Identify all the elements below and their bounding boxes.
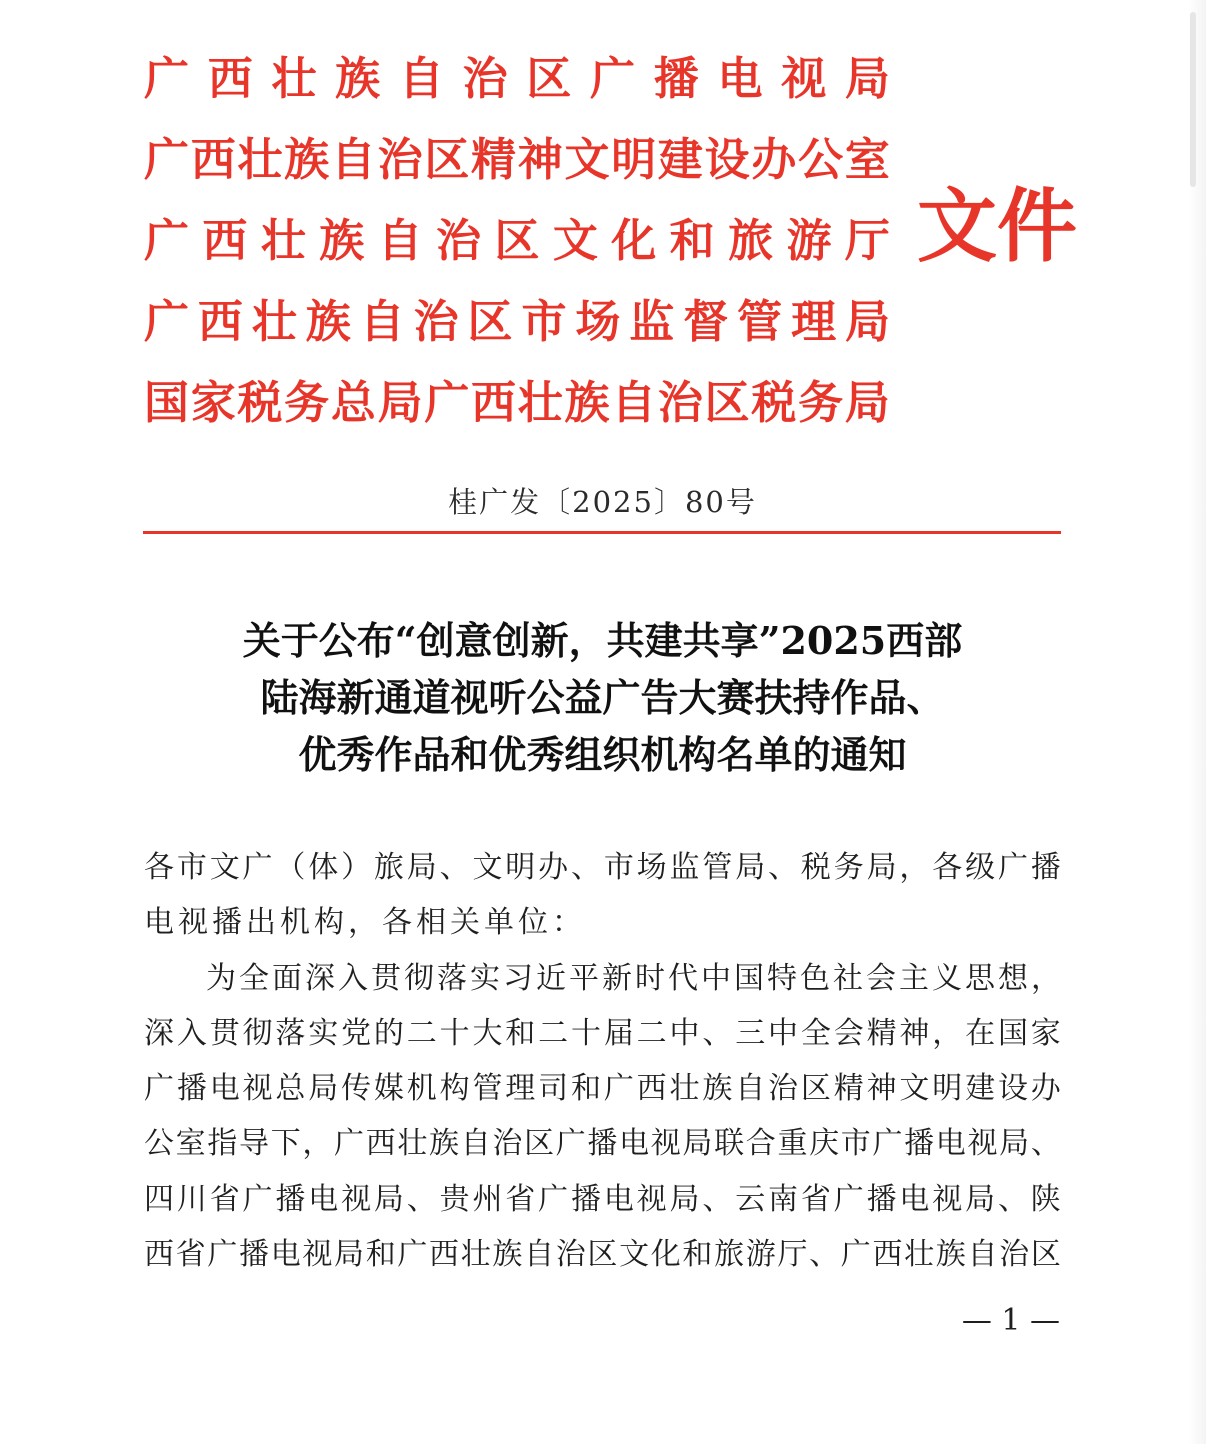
glyph: 广	[144, 295, 190, 348]
glyph: 局	[669, 1181, 700, 1217]
glyph: 税	[800, 850, 831, 885]
glyph: 自	[398, 52, 444, 105]
body-text	[144, 840, 1061, 1282]
body-line	[144, 840, 1061, 895]
glyph: 室	[844, 133, 890, 186]
glyph: 局	[866, 850, 897, 885]
glyph: 导	[239, 1126, 270, 1162]
glyph: 广	[242, 850, 273, 885]
glyph: 面	[272, 960, 302, 996]
glyph: 明	[932, 1071, 963, 1107]
glyph: 西	[471, 376, 517, 429]
glyph: 区	[526, 52, 572, 105]
glyph: 旅	[373, 850, 404, 885]
glyph: 习	[503, 960, 533, 996]
glyph: 贵	[439, 1181, 470, 1217]
glyph: 族	[492, 1237, 523, 1273]
issuer-line	[144, 200, 890, 281]
glyph: 省	[209, 1181, 240, 1217]
glyph: 壮	[271, 52, 317, 105]
glyph: 级	[965, 850, 996, 885]
glyph: 视	[302, 1237, 333, 1273]
body-line	[144, 1006, 1061, 1061]
glyph: 电	[308, 1181, 339, 1217]
glyph: 局	[965, 1181, 996, 1217]
glyph: 理	[505, 1071, 536, 1107]
glyph: 务	[798, 376, 844, 429]
glyph: 实	[470, 960, 500, 996]
glyph: 治	[768, 1071, 799, 1107]
glyph: 播	[904, 1126, 935, 1162]
glyph: 、	[809, 1237, 840, 1273]
glyph: 平	[569, 960, 599, 996]
glyph: 广	[840, 1237, 871, 1273]
glyph: 和	[570, 1071, 601, 1107]
glyph: 二	[538, 1015, 569, 1051]
glyph: 公	[798, 133, 844, 186]
glyph: 理	[791, 295, 837, 348]
glyph: 厅	[844, 214, 890, 267]
glyph: 局	[308, 1071, 339, 1107]
glyph: 入	[338, 960, 368, 996]
glyph: 深	[305, 960, 335, 996]
glyph: 广	[144, 133, 190, 186]
glyph: 精	[866, 1015, 897, 1051]
glyph: 治	[555, 1237, 586, 1273]
issuer-line	[144, 362, 890, 443]
glyph: 文	[564, 133, 610, 186]
glyph: 二	[636, 1015, 667, 1051]
glyph: 电	[209, 1071, 240, 1107]
glyph: 自	[330, 133, 376, 186]
glyph: 化	[611, 214, 657, 267]
glyph: 文	[552, 214, 598, 267]
glyph: 省	[505, 1181, 536, 1217]
body-line	[144, 1227, 1061, 1282]
glyph: 在	[965, 1015, 996, 1051]
glyph: 务	[833, 850, 864, 885]
glyph: 播	[239, 1237, 270, 1273]
glyph: 神	[517, 133, 563, 186]
glyph: 明	[505, 850, 536, 885]
glyph: 、	[997, 1181, 1028, 1217]
glyph: 家	[1030, 1015, 1061, 1051]
glyph: 明	[611, 133, 657, 186]
glyph: 族	[335, 52, 381, 105]
glyph: 十	[439, 1015, 470, 1051]
glyph: 电	[899, 1181, 930, 1217]
glyph: 治	[377, 133, 423, 186]
glyph: 和	[682, 1237, 713, 1273]
glyph: 精	[471, 133, 517, 186]
glyph: 西	[144, 1237, 174, 1273]
glyph: 公	[144, 1126, 174, 1162]
glyph: 、	[702, 1015, 733, 1051]
glyph: 治	[657, 376, 703, 429]
glyph: 总	[275, 1071, 306, 1107]
glyph: 广	[555, 1126, 586, 1162]
glyph: 播	[866, 1181, 897, 1217]
glyph: 想	[998, 960, 1028, 996]
glyph: 区	[524, 1126, 555, 1162]
glyph: 文	[899, 1071, 930, 1107]
glyph: 会	[833, 1015, 864, 1051]
glyph: 广	[334, 1126, 365, 1162]
glyph: 自	[611, 376, 657, 429]
glyph: 区	[704, 376, 750, 429]
issuer-line	[144, 38, 890, 119]
glyph: 下	[270, 1126, 301, 1162]
glyph: 州	[472, 1181, 503, 1217]
glyph: 和	[365, 1237, 396, 1273]
glyph: 三	[735, 1015, 766, 1051]
glyph: 广	[144, 214, 190, 267]
glyph: 播	[1030, 850, 1061, 885]
glyph: 监	[629, 295, 675, 348]
glyph: 化	[650, 1237, 681, 1273]
glyph: 特	[767, 960, 797, 996]
body-line	[144, 951, 1061, 1006]
glyph: 族	[702, 1071, 733, 1107]
glyph: 管	[737, 295, 783, 348]
glyph: （	[275, 850, 306, 885]
glyph: 广	[538, 1181, 569, 1217]
glyph: 治	[999, 1237, 1030, 1273]
glyph: 壮	[397, 1126, 428, 1162]
glyph: 电	[935, 1126, 966, 1162]
glyph: 局	[844, 52, 890, 105]
glyph: 四	[144, 1181, 174, 1217]
glyph: 中	[701, 960, 731, 996]
glyph: 机	[406, 1071, 437, 1107]
issuer-list	[144, 38, 890, 443]
glyph: 治	[436, 214, 482, 267]
glyph: 督	[683, 295, 729, 348]
glyph: 游	[786, 214, 832, 267]
glyph: 西	[190, 133, 236, 186]
glyph: 主	[899, 960, 929, 996]
glyph: 自	[460, 1126, 491, 1162]
glyph: 广	[997, 850, 1028, 885]
glyph: 族	[935, 1237, 966, 1273]
glyph: 广	[590, 52, 636, 105]
glyph: 的	[373, 1015, 404, 1051]
glyph: 播	[653, 52, 699, 105]
glyph: 实	[308, 1015, 339, 1051]
glyph: 电	[603, 1181, 634, 1217]
glyph: 西	[197, 295, 243, 348]
glyph: 媒	[373, 1071, 404, 1107]
glyph: 监	[669, 850, 700, 885]
document-type-label: 文件	[917, 179, 1077, 273]
glyph: 区	[424, 133, 470, 186]
glyph: 自	[377, 214, 423, 267]
glyph: 各	[932, 850, 963, 885]
glyph: 办	[538, 850, 569, 885]
glyph: 视	[781, 52, 827, 105]
glyph: 十	[570, 1015, 601, 1051]
glyph: 、	[406, 1181, 437, 1217]
glyph: 办	[1030, 1071, 1061, 1107]
glyph: 为	[206, 960, 236, 996]
glyph: 局	[334, 1237, 365, 1273]
glyph: 播	[275, 1181, 306, 1217]
glyph: 彻	[242, 1015, 273, 1051]
glyph: 治	[413, 295, 459, 348]
glyph: ，	[932, 1015, 963, 1051]
glyph: 壮	[460, 1237, 491, 1273]
glyph: 社	[833, 960, 863, 996]
glyph: 族	[564, 376, 610, 429]
glyph: 播	[176, 1071, 207, 1107]
glyph: 市	[521, 295, 567, 348]
glyph: 市	[603, 850, 634, 885]
glyph: 电	[619, 1126, 650, 1162]
glyph: 文	[209, 850, 240, 885]
glyph: 国	[734, 960, 764, 996]
glyph: 广	[144, 52, 190, 105]
glyph: 族	[429, 1126, 460, 1162]
glyph: ，	[1031, 960, 1061, 996]
glyph: 广	[833, 1181, 864, 1217]
glyph: 局	[844, 376, 890, 429]
body-line	[144, 1172, 1061, 1227]
glyph: 电	[270, 1237, 301, 1273]
glyph: 重	[777, 1126, 808, 1162]
glyph: 合	[745, 1126, 776, 1162]
glyph: 视	[650, 1126, 681, 1162]
glyph: 管	[702, 850, 733, 885]
glyph: 局	[735, 850, 766, 885]
glyph: 深	[144, 1015, 174, 1051]
glyph: 自	[524, 1237, 555, 1273]
glyph: 局	[682, 1126, 713, 1162]
glyph: 电	[717, 52, 763, 105]
glyph: 总	[330, 376, 376, 429]
glyph: 视	[242, 1071, 273, 1107]
title-line: 关于公布“创意创新，共建共享”2025西部	[242, 618, 963, 663]
document-header	[144, 38, 1077, 438]
glyph: 建	[657, 133, 703, 186]
glyph: 西	[365, 1126, 396, 1162]
glyph: 场	[575, 295, 621, 348]
glyph: 代	[668, 960, 698, 996]
glyph: 西	[429, 1237, 460, 1273]
body-line	[144, 1116, 1061, 1171]
glyph: 壮	[237, 133, 283, 186]
glyph: 市	[176, 850, 207, 885]
glyph: 西	[207, 52, 253, 105]
glyph: 指	[207, 1126, 238, 1162]
glyph: 广	[872, 1126, 903, 1162]
glyph: 、	[768, 850, 799, 885]
glyph: 广	[424, 376, 470, 429]
glyph: 近	[536, 960, 566, 996]
glyph: 入	[176, 1015, 207, 1051]
glyph: 传	[341, 1071, 372, 1107]
glyph: 族	[284, 133, 330, 186]
glyph: 新	[602, 960, 632, 996]
glyph: 建	[965, 1071, 996, 1107]
glyph: 自	[735, 1071, 766, 1107]
glyph: 西	[872, 1237, 903, 1273]
glyph: 治	[462, 52, 508, 105]
glyph: ，	[899, 850, 930, 885]
glyph: 税	[237, 376, 283, 429]
glyph: 中	[669, 1015, 700, 1051]
glyph: 族	[319, 214, 365, 267]
glyph: 时	[635, 960, 665, 996]
glyph: ）	[341, 850, 372, 885]
glyph: 、	[702, 1181, 733, 1217]
glyph: 设	[997, 1071, 1028, 1107]
glyph: 彻	[404, 960, 434, 996]
glyph: 文	[472, 850, 503, 885]
glyph: 党	[341, 1015, 372, 1051]
glyph: 视	[967, 1126, 998, 1162]
glyph: 区	[587, 1237, 618, 1273]
glyph: 局	[999, 1126, 1030, 1162]
glyph: 壮	[517, 376, 563, 429]
glyph: 家	[190, 376, 236, 429]
glyph: ，	[302, 1126, 333, 1162]
glyph: 广	[144, 1071, 174, 1107]
glyph: 壮	[260, 214, 306, 267]
glyph: 神	[899, 1015, 930, 1051]
glyph: 省	[800, 1181, 831, 1217]
glyph: 视	[636, 1181, 667, 1217]
glyph: 旅	[728, 214, 774, 267]
glyph: 联	[714, 1126, 745, 1162]
red-divider	[143, 531, 1061, 534]
title-line: 陆海新通道视听公益广告大赛扶持作品、	[260, 675, 945, 720]
notice-title	[144, 612, 1061, 783]
glyph: 区	[467, 295, 513, 348]
glyph: 会	[866, 960, 896, 996]
glyph: 管	[472, 1071, 503, 1107]
glyph: 庆	[809, 1126, 840, 1162]
glyph: 室	[175, 1126, 206, 1162]
glyph: 落	[437, 960, 467, 996]
glyph: 壮	[669, 1071, 700, 1107]
glyph: 中	[768, 1015, 799, 1051]
page-edge	[1188, 0, 1206, 1444]
glyph: 全	[800, 1015, 831, 1051]
glyph: 区	[800, 1071, 831, 1107]
glyph: 族	[305, 295, 351, 348]
page-number: — 1 —	[961, 1303, 1060, 1338]
glyph: 壮	[904, 1237, 935, 1273]
glyph: 和	[505, 1015, 536, 1051]
glyph: 云	[735, 1181, 766, 1217]
glyph: 局	[377, 376, 423, 429]
glyph: 治	[492, 1126, 523, 1162]
glyph: 陕	[1030, 1181, 1061, 1217]
glyph: 大	[472, 1015, 503, 1051]
glyph: 区	[1030, 1237, 1061, 1273]
glyph: 局	[373, 1181, 404, 1217]
glyph: 义	[932, 960, 962, 996]
glyph: 税	[751, 376, 797, 429]
glyph: 办	[751, 133, 797, 186]
glyph: 和	[669, 214, 715, 267]
glyph: 设	[704, 133, 750, 186]
glyph: 游	[745, 1237, 776, 1273]
glyph: 局	[406, 850, 437, 885]
glyph: 播	[570, 1181, 601, 1217]
glyph: 局	[844, 295, 890, 348]
body-line: 电视播出机构，各相关单位：	[144, 905, 586, 941]
glyph: 神	[866, 1071, 897, 1107]
glyph: 全	[239, 960, 269, 996]
glyph: 落	[275, 1015, 306, 1051]
glyph: 国	[997, 1015, 1028, 1051]
glyph: 务	[284, 376, 330, 429]
glyph: 贯	[371, 960, 401, 996]
glyph: 、	[1030, 1126, 1061, 1162]
glyph: 构	[439, 1071, 470, 1107]
glyph: 厅	[777, 1237, 808, 1273]
glyph: 二	[406, 1015, 437, 1051]
issuer-line	[144, 119, 890, 200]
body-line	[144, 1061, 1061, 1116]
glyph: 广	[397, 1237, 428, 1273]
glyph: 壮	[251, 295, 297, 348]
glyph: 市	[840, 1126, 871, 1162]
glyph: 自	[359, 295, 405, 348]
glyph: 场	[636, 850, 667, 885]
glyph: 区	[494, 214, 540, 267]
glyph: 省	[175, 1237, 206, 1273]
glyph: 川	[176, 1181, 207, 1217]
glyph: 旅	[714, 1237, 745, 1273]
glyph: 广	[207, 1237, 238, 1273]
glyph: 西	[636, 1071, 667, 1107]
glyph: 各	[144, 850, 174, 885]
glyph: 、	[439, 850, 470, 885]
glyph: 南	[768, 1181, 799, 1217]
title-line: 优秀作品和优秀组织机构名单的通知	[298, 732, 907, 777]
glyph: 、	[570, 850, 601, 885]
glyph: 届	[603, 1015, 634, 1051]
glyph: 视	[932, 1181, 963, 1217]
glyph: 西	[202, 214, 248, 267]
glyph: 体	[308, 850, 339, 885]
glyph: 精	[833, 1071, 864, 1107]
glyph: 司	[538, 1071, 569, 1107]
glyph: 思	[965, 960, 995, 996]
issuer-line	[144, 281, 890, 362]
scrollbar-thumb[interactable]	[1190, 12, 1196, 187]
document-number: 桂广发〔2025〕80号	[448, 485, 757, 519]
glyph: 文	[619, 1237, 650, 1273]
glyph: 广	[242, 1181, 273, 1217]
glyph: 播	[587, 1126, 618, 1162]
glyph: 贯	[209, 1015, 240, 1051]
glyph: 广	[603, 1071, 634, 1107]
glyph: 视	[341, 1181, 372, 1217]
glyph: 色	[800, 960, 830, 996]
glyph: 自	[967, 1237, 998, 1273]
glyph: 国	[144, 376, 190, 429]
